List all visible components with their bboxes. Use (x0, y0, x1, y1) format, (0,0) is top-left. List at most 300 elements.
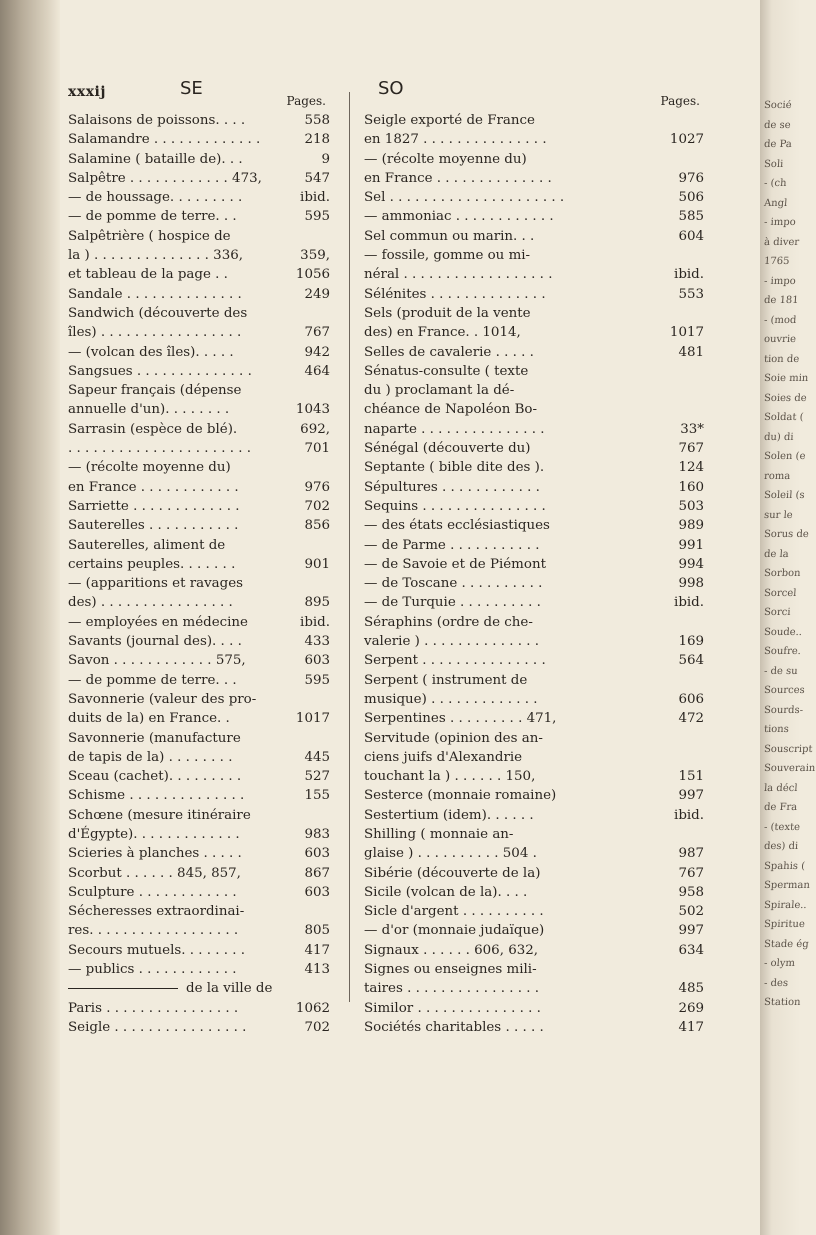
adjacent-page-fragment: Spahis ( (763, 860, 806, 872)
index-entry (364, 690, 704, 709)
entry-term: — (récolte moyenne du) (68, 460, 231, 476)
index-entry (364, 613, 704, 632)
entry-term: duits de la) en France. . (68, 711, 230, 727)
entry-term: — ammoniac . . . . . . . . . . . . (364, 209, 554, 225)
entry-page-ref: 547 (304, 170, 330, 186)
entry-term: — (récolte moyenne du) (364, 151, 527, 167)
adjacent-page-fragment: de la (763, 548, 790, 560)
entry-page-ref: 767 (678, 441, 704, 457)
entry-page-ref: 481 (678, 344, 704, 360)
index-entry (68, 593, 330, 612)
entry-page-ref: 218 (304, 132, 330, 148)
entry-page-ref: 503 (678, 498, 704, 514)
index-entry (364, 921, 704, 940)
entry-term: annuelle d'un). . . . . . . . (68, 402, 230, 418)
entry-page-ref: 606 (678, 691, 704, 707)
index-entry (68, 941, 330, 960)
entry-term: Sapeur français (dépense (68, 383, 242, 399)
index-entry (364, 671, 704, 690)
adjacent-page-fragment: la décl (763, 782, 798, 794)
index-entry (68, 304, 330, 323)
index-entry (68, 227, 330, 246)
index-entry (68, 497, 330, 516)
index-entry (364, 439, 704, 458)
entry-term: valerie ) . . . . . . . . . . . . . . (364, 634, 540, 650)
index-entry (364, 362, 704, 381)
adjacent-page-fragment: Soies de (763, 392, 808, 404)
entry-term: Salaisons de poissons. . . . (68, 113, 246, 128)
index-entry (68, 420, 330, 439)
entry-term: Selles de cavalerie . . . . . (364, 344, 534, 360)
entry-page-ref: 767 (304, 325, 330, 341)
adjacent-page-fragment: tion de (763, 353, 800, 365)
entry-term: Scorbut . . . . . . 845, 857, (68, 865, 241, 881)
adjacent-page-fragment: - des (763, 977, 789, 989)
pages-column-label: Pages. (660, 94, 700, 108)
index-entry (68, 786, 330, 805)
index-entry (68, 999, 330, 1018)
entry-page-ref: 553 (678, 286, 704, 302)
index-entry (68, 883, 330, 902)
entry-page-ref: 603 (304, 884, 330, 900)
entry-term: — (apparitions et ravages (68, 576, 244, 592)
entry-term: en 1827 . . . . . . . . . . . . . . . (364, 132, 547, 148)
entry-term: — de Turquie . . . . . . . . . . (364, 595, 541, 611)
entry-term: — fossile, gomme ou mi- (364, 248, 531, 264)
entry-term: Similor . . . . . . . . . . . . . . . (364, 1000, 541, 1016)
entry-page-ref: 692, (300, 421, 330, 437)
entry-page-ref: 991 (678, 537, 704, 553)
entry-page-ref: ibid. (300, 614, 330, 630)
index-entry (68, 536, 330, 555)
entry-term: Sandwich (découverte des (68, 305, 248, 321)
entry-page-ref: 595 (304, 209, 330, 225)
index-entry (68, 825, 330, 844)
entry-page-ref: 249 (304, 286, 330, 302)
entry-page-ref: 1062 (295, 1000, 330, 1016)
entry-page-ref: 564 (678, 653, 704, 669)
entry-term: Sel commun ou marin. . . (364, 228, 535, 244)
entry-term: Shilling ( monnaie an- (364, 826, 514, 842)
index-entry (68, 381, 330, 400)
entry-term: Sequins . . . . . . . . . . . . . . . (364, 498, 546, 514)
page-number: xxxij (68, 84, 106, 100)
entry-page-ref: 506 (678, 190, 704, 206)
adjacent-page-fragment: Angl (763, 197, 788, 209)
index-entry (364, 285, 704, 304)
entry-term: de tapis de la) . . . . . . . . (68, 749, 233, 765)
index-entry (68, 207, 330, 226)
entry-term: Sesterce (monnaie romaine) (364, 788, 557, 804)
entry-term: la ) . . . . . . . . . . . . . . 336, (68, 248, 244, 264)
entry-page-ref: 155 (304, 788, 330, 804)
adjacent-page-strip (760, 0, 816, 1235)
entry-term: Servitude (opinion des an- (364, 730, 543, 746)
adjacent-page-fragment: Soli (763, 158, 784, 170)
adjacent-page-fragment: Sorbon (763, 568, 801, 579)
entry-page-ref: 160 (678, 479, 704, 495)
entry-page-ref: 701 (304, 441, 330, 457)
entry-term: des) . . . . . . . . . . . . . . . . (68, 595, 233, 611)
entry-page-ref: 1043 (295, 402, 330, 418)
entry-page-ref: 417 (304, 942, 330, 958)
index-entry (364, 516, 704, 535)
adjacent-page-fragment: Soleil (s (763, 490, 805, 501)
index-entry (364, 960, 704, 979)
entry-page-ref: ibid. (674, 807, 704, 823)
index-entry (364, 883, 704, 902)
index-entry (68, 130, 330, 149)
entry-term: Savon . . . . . . . . . . . . 575, (68, 653, 246, 669)
entry-term: ciens juifs d'Alexandrie (364, 749, 523, 765)
entry-page-ref: 413 (304, 962, 330, 978)
entry-term: Sauterelles, aliment de (68, 537, 226, 553)
adjacent-page-fragment: Soude.. (763, 626, 803, 638)
adjacent-page-fragment: Spiritue (763, 919, 806, 930)
index-entry (364, 323, 704, 342)
adjacent-page-fragment: Souscript (763, 743, 813, 755)
index-entry (364, 979, 704, 998)
entry-term: Sécheresses extraordinai- (68, 904, 245, 920)
entry-term: — des états ecclésiastiques (364, 518, 550, 534)
entry-term: Sénatus-consulte ( texte (364, 363, 529, 379)
index-entry (68, 844, 330, 863)
entry-page-ref: 464 (304, 363, 330, 379)
entry-term: touchant la ) . . . . . . 150, (364, 769, 536, 785)
index-entry (68, 806, 330, 825)
entry-page-ref: 767 (678, 865, 704, 881)
adjacent-page-fragment: Sourds- (763, 704, 804, 716)
entry-page-ref: 558 (304, 113, 330, 128)
entry-page-ref: 603 (304, 653, 330, 669)
entry-term: — de houssage. . . . . . . . . (68, 190, 243, 206)
index-entry (68, 729, 330, 748)
entry-page-ref: 603 (304, 846, 330, 862)
entry-term: — de pomme de terre. . . (68, 672, 237, 688)
entry-page-ref: 527 (304, 769, 330, 785)
index-entry (68, 150, 330, 169)
index-entry (364, 864, 704, 883)
entry-term: Secours mutuels. . . . . . . . (68, 942, 246, 958)
adjacent-page-fragment: Sources (763, 685, 806, 696)
left-index-column (68, 92, 330, 1037)
entry-term: Savants (journal des). . . . (68, 634, 242, 650)
entry-term: néral . . . . . . . . . . . . . . . . . . (364, 267, 553, 283)
adjacent-page-fragment: Soldat ( (763, 412, 804, 423)
entry-page-ref: 485 (678, 981, 704, 997)
entry-term: Sarriette . . . . . . . . . . . . . (68, 498, 240, 514)
adjacent-page-fragment: - impo (763, 217, 797, 228)
entry-term: Sibérie (découverte de la) (364, 865, 541, 881)
entry-page-ref: 895 (304, 595, 330, 611)
entry-page-ref: 856 (304, 518, 330, 534)
entry-term: naparte . . . . . . . . . . . . . . . (364, 421, 545, 437)
index-entry (68, 458, 330, 477)
index-entry (68, 613, 330, 632)
entry-page-ref: 433 (304, 634, 330, 650)
index-entry (364, 536, 704, 555)
entry-page-ref: 9 (321, 151, 330, 167)
index-entry (364, 767, 704, 786)
index-entry (68, 960, 330, 979)
index-entry (68, 979, 330, 998)
entry-term: Savonnerie (valeur des pro- (68, 691, 257, 707)
index-entry (364, 709, 704, 728)
adjacent-page-fragment: Solen (e (763, 451, 806, 462)
index-entry (364, 825, 704, 844)
index-entry (68, 574, 330, 593)
index-entry (68, 864, 330, 883)
entry-page-ref: 997 (678, 788, 704, 804)
adjacent-page-fragment: 1765 (763, 256, 790, 267)
adjacent-page-fragment: - (texte (763, 821, 801, 833)
entry-page-ref: 989 (678, 518, 704, 534)
adjacent-page-fragment: - (ch (763, 178, 787, 189)
entry-term: Savonnerie (manufacture (68, 730, 241, 746)
index-entry (364, 593, 704, 612)
index-entry (364, 651, 704, 670)
entry-page-ref: ibid. (674, 267, 704, 283)
entry-term: glaise ) . . . . . . . . . . 504 . (364, 846, 537, 862)
entry-term: Sélénites . . . . . . . . . . . . . . (364, 286, 546, 302)
entry-term: d'Égypte). . . . . . . . . . . . . (68, 826, 240, 842)
entry-term: Scieries à planches . . . . . (68, 846, 242, 862)
index-entry (68, 169, 330, 188)
index-entry (364, 130, 704, 149)
entry-page-ref: 151 (678, 769, 704, 785)
index-entry (364, 497, 704, 516)
index-entry (364, 729, 704, 748)
entry-term: certains peuples. . . . . . . (68, 556, 236, 572)
entry-term: chéance de Napoléon Bo- (364, 402, 537, 418)
entry-term: Sarrasin (espèce de blé). (68, 421, 238, 437)
adjacent-page-fragment: du) di (763, 431, 794, 443)
index-entry (68, 362, 330, 381)
entry-term: Sépultures . . . . . . . . . . . . (364, 479, 540, 495)
entry-page-ref: 269 (678, 1000, 704, 1016)
entry-term: — employées en médecine (68, 614, 248, 630)
entry-term: en France . . . . . . . . . . . . (68, 479, 239, 495)
adjacent-page-fragment: de 181 (763, 295, 799, 306)
index-entry (364, 169, 704, 188)
index-entry (68, 555, 330, 574)
index-entry (68, 516, 330, 535)
adjacent-page-fragment: - (mod (763, 314, 797, 326)
adjacent-page-fragment: de Fra (763, 802, 798, 813)
entry-term: Sel . . . . . . . . . . . . . . . . . . . . . (364, 190, 565, 206)
entry-term: Sicile (volcan de la). . . . (364, 884, 528, 900)
adjacent-page-fragment: à diver (763, 236, 800, 248)
index-entry (364, 458, 704, 477)
entry-term: Sénégal (découverte du) (364, 441, 531, 457)
entry-term: Sculpture . . . . . . . . . . . . (68, 884, 237, 900)
adjacent-page-fragment: Sorus de (763, 529, 810, 540)
index-entry (68, 651, 330, 670)
adjacent-page-fragment: de Pa (763, 139, 793, 150)
adjacent-page-fragment: Souverain (763, 763, 816, 774)
entry-term: res. . . . . . . . . . . . . . . . . . (68, 923, 239, 939)
right-running-head: SO (378, 78, 404, 99)
adjacent-page-fragment: sur le (763, 509, 794, 521)
entry-term: Paris . . . . . . . . . . . . . . . . (68, 1000, 239, 1016)
pages-column-label: Pages. (286, 94, 326, 108)
index-entry (68, 690, 330, 709)
entry-term: Schœne (mesure itinéraire (68, 807, 251, 823)
index-entry (364, 246, 704, 265)
index-entry (68, 902, 330, 921)
adjacent-page-fragment: Sperman (763, 880, 811, 891)
entry-page-ref: 445 (304, 749, 330, 765)
entry-page-ref: 359, (300, 248, 330, 264)
entry-term: Salpêtre . . . . . . . . . . . . 473, (68, 170, 262, 186)
index-entry (68, 1018, 330, 1037)
entry-term: en France . . . . . . . . . . . . . . (364, 170, 552, 186)
adjacent-page-fragment: Stade ég (763, 938, 810, 950)
entry-term: Serpent . . . . . . . . . . . . . . . (364, 653, 546, 669)
index-entry (68, 671, 330, 690)
entry-term: du ) proclamant la dé- (364, 383, 515, 399)
entry-term: Sestertium (idem). . . . . . (364, 807, 534, 823)
adjacent-page-fragment: Spirale.. (763, 899, 808, 911)
index-entry (364, 265, 704, 284)
adjacent-page-fragment: ouvrie (763, 334, 797, 345)
index-entry (364, 999, 704, 1018)
adjacent-page-fragment: des) di (763, 841, 799, 852)
entry-page-ref: 33* (680, 421, 704, 437)
entry-page-ref: 1017 (669, 325, 704, 341)
index-entry (68, 343, 330, 362)
column-divider (349, 92, 350, 1002)
index-entry (68, 323, 330, 342)
entry-page-ref: 867 (304, 865, 330, 881)
index-entry (68, 188, 330, 207)
entry-term: Sels (produit de la vente (364, 305, 531, 321)
index-entry (364, 632, 704, 651)
entry-page-ref: 472 (678, 711, 704, 727)
left-running-head: SE (180, 78, 203, 99)
entry-term: — de Toscane . . . . . . . . . . (364, 576, 543, 592)
entry-page-ref: 901 (304, 556, 330, 572)
adjacent-page-fragment: Soufre. (763, 646, 802, 657)
entry-term: musique) . . . . . . . . . . . . . (364, 691, 538, 707)
index-entry (364, 188, 704, 207)
index-entry (364, 786, 704, 805)
entry-term: Seigle exporté de France (364, 113, 535, 128)
index-entry (364, 400, 704, 419)
entry-page-ref: 1027 (669, 132, 704, 148)
adjacent-page-fragment: Soie min (763, 373, 809, 384)
entry-page-ref: 1017 (295, 711, 330, 727)
index-entry (364, 1018, 704, 1037)
entry-term: Sandale . . . . . . . . . . . . . . (68, 286, 242, 302)
entry-page-ref: 1056 (295, 267, 330, 283)
left-entry-list (68, 111, 330, 1037)
index-entry (364, 902, 704, 921)
index-entry (68, 439, 330, 458)
entry-page-ref: 942 (304, 344, 330, 360)
entry-page-ref: 998 (678, 576, 704, 592)
index-entry (68, 748, 330, 767)
entry-page-ref: 417 (678, 1019, 704, 1035)
adjacent-page-fragment: Sorcel (763, 587, 797, 599)
adjacent-page-fragment: roma (763, 470, 791, 482)
index-entry (364, 941, 704, 960)
index-entry (68, 285, 330, 304)
entry-term: Serpentines . . . . . . . . . 471, (364, 711, 557, 727)
entry-page-ref: 976 (678, 170, 704, 186)
entry-term: — de Savoie et de Piémont (364, 556, 546, 572)
entry-term: — d'or (monnaie judaïque) (364, 923, 545, 939)
entry-page-ref: 702 (304, 1019, 330, 1035)
index-entry (68, 111, 330, 130)
entry-term: — de Parme . . . . . . . . . . . (364, 537, 540, 553)
entry-page-ref: 585 (678, 209, 704, 225)
entry-page-ref: 983 (304, 826, 330, 842)
entry-term: Signaux . . . . . . 606, 632, (364, 942, 539, 958)
ditto-rule (68, 988, 178, 989)
adjacent-page-fragment: Socié (763, 100, 792, 111)
entry-page-ref: ibid. (674, 595, 704, 611)
index-entry (364, 111, 704, 130)
entry-page-ref: 604 (678, 228, 704, 244)
index-entry (364, 420, 704, 439)
entry-page-ref: 502 (678, 904, 704, 920)
entry-term: . . . . . . . . . . . . . . . . . . . . . . (68, 441, 252, 457)
entry-term: de la ville de (186, 981, 273, 997)
entry-term: Sauterelles . . . . . . . . . . . (68, 518, 239, 534)
index-entry (364, 574, 704, 593)
index-entry (364, 806, 704, 825)
adjacent-page-fragment: - olym (763, 958, 796, 969)
adjacent-page-fragment: - de su (763, 665, 799, 677)
index-entry (364, 381, 704, 400)
entry-page-ref: 169 (678, 634, 704, 650)
entry-term: Sociétés charitables . . . . . (364, 1019, 544, 1035)
entry-term: Salamine ( bataille de). . . (68, 151, 243, 167)
entry-term: Sangsues . . . . . . . . . . . . . . (68, 363, 252, 379)
entry-term: Signes ou enseignes mili- (364, 962, 537, 978)
index-entry (364, 343, 704, 362)
adjacent-page-fragment: tions (763, 724, 790, 735)
entry-term: Séraphins (ordre de che- (364, 614, 533, 630)
index-entry (364, 304, 704, 323)
entry-term: et tableau de la page . . (68, 267, 228, 283)
entry-term: — de pomme de terre. . . (68, 209, 237, 225)
index-entry (68, 246, 330, 265)
adjacent-page-fragment: Sorci (763, 607, 791, 618)
right-entry-list (364, 111, 704, 1037)
entry-term: taires . . . . . . . . . . . . . . . . (364, 981, 540, 997)
index-entry (68, 767, 330, 786)
adjacent-page-fragment: Station (763, 997, 801, 1008)
entry-term: Sicle d'argent . . . . . . . . . . (364, 904, 544, 920)
index-entry (364, 748, 704, 767)
entry-page-ref: 595 (304, 672, 330, 688)
entry-term: Salpêtrière ( hospice de (68, 228, 231, 244)
entry-term: Septante ( bible dite des ). (364, 460, 545, 476)
entry-page-ref: 634 (678, 942, 704, 958)
entry-page-ref: 987 (678, 846, 704, 862)
entry-term: — (volcan des îles). . . . . (68, 344, 234, 360)
right-index-column (364, 92, 704, 1037)
index-entry (68, 632, 330, 651)
adjacent-page-fragment: de se (763, 119, 791, 131)
index-entry (364, 844, 704, 863)
index-entry (68, 921, 330, 940)
entry-term: Salamandre . . . . . . . . . . . . . (68, 132, 261, 148)
index-entry (364, 207, 704, 226)
entry-term: Seigle . . . . . . . . . . . . . . . . (68, 1019, 247, 1035)
